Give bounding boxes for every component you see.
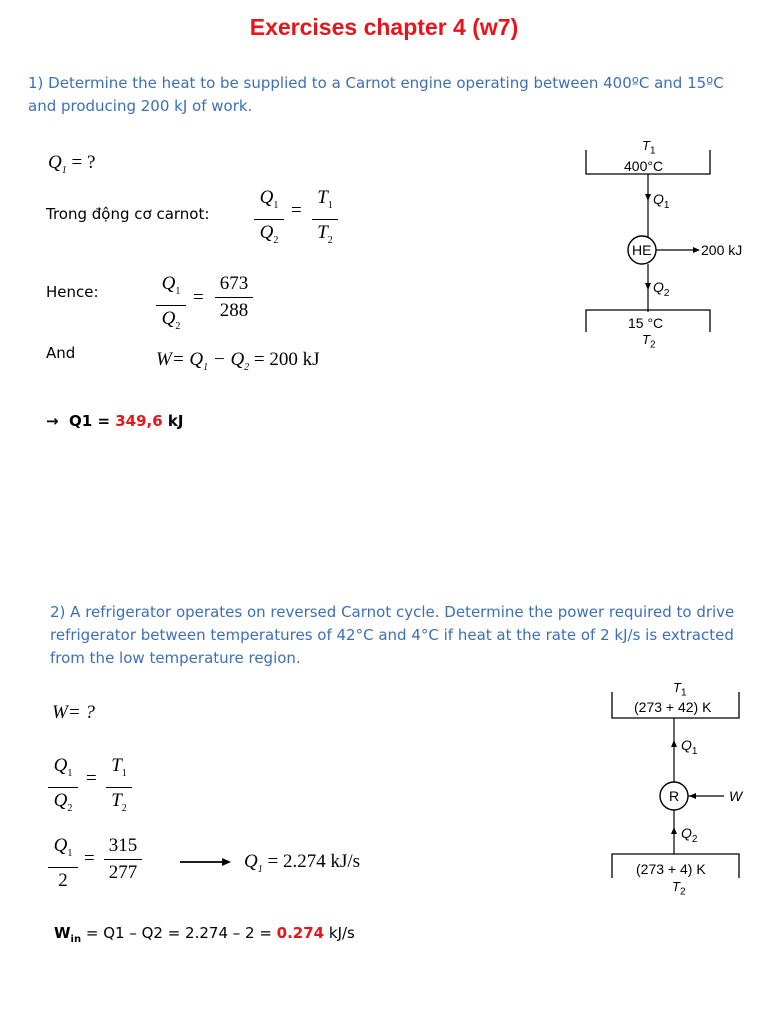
ex2-equals-1: = — [86, 768, 97, 789]
fridge-label: R — [669, 788, 680, 804]
ex1-q1-unknown: $Q_1$ = ? — [48, 152, 96, 176]
ex2-fraction-t1-t2: $T_1$ $T_2$ — [106, 754, 132, 821]
ex1-trong-label: Trong động cơ carnot: — [46, 205, 210, 223]
fridge-q2-label: $Q_2$ — [681, 825, 698, 845]
q1-label: $Q_1$ — [653, 191, 670, 211]
fridge-work-label: W — [729, 788, 743, 804]
ex2-fraction-q1-2: $Q_1$ 2 — [48, 834, 78, 893]
ex1-equals-2: = — [193, 287, 204, 308]
ex1-result: → Q1 = 349,6 kJ — [46, 412, 184, 430]
ex1-fraction-t1-t2: $T_1$ $T_2$ — [312, 186, 338, 253]
exercise-2-question: 2) A refrigerator operates on reversed Carnot cycle. Determine the power required to drive refrigerator between temperatures of 42°C and 4°C if heat at the rate of 2 kJ/s is extracted from the low temperature region. — [50, 603, 735, 667]
q2-arrow-head — [645, 283, 651, 290]
ex2-w-unknown: W= ? — [52, 702, 95, 723]
ex1-hence-label: Hence: — [46, 283, 99, 301]
fridge-hot-t1: $T_1$ — [673, 680, 687, 699]
exercise-1-question: 1) Determine the heat to be supplied to a Carnot engine operating between 400ºC and 15ºC and producing 200 kJ of work. — [28, 74, 724, 115]
work-arrow-head — [689, 793, 696, 799]
q1-arrow-head — [671, 740, 677, 747]
ex1-work-equation: $W= Q_1 - Q_2 = 200$ kJ — [156, 349, 320, 373]
hot-reservoir-t1: $T_1$ — [642, 138, 656, 157]
fridge-cold-t2: $T_2$ — [672, 879, 686, 898]
hot-reservoir-temp: 400°C — [624, 158, 664, 174]
ex1-fraction-q1-q2-b: $Q_1$ $Q_2$ — [156, 272, 186, 339]
ex2-result: $W_{in} = Q1 - Q2 = 2.274 - 2 = 0.274$ kJ/s — [54, 924, 355, 945]
ex2-fraction-315-277: 315 277 — [104, 834, 142, 885]
ex2-q1-result: $Q_1 = 2.274$ kJ/s — [244, 851, 361, 875]
cold-reservoir-temp: 15 °C — [628, 315, 664, 331]
work-arrow-head — [693, 247, 700, 253]
engine-label: HE — [632, 242, 652, 258]
long-arrow-icon — [180, 856, 232, 868]
q2-arrow-head — [671, 827, 677, 834]
fridge-q1-label: $Q_1$ — [681, 737, 698, 757]
cold-reservoir-t2: $T_2$ — [642, 332, 656, 351]
work-output-label: 200 kJ — [701, 242, 743, 258]
page-title: Exercises chapter 4 (w7) — [249, 14, 519, 40]
fridge-cold-temp: (273 + 4) K — [636, 861, 706, 877]
fridge-hot-temp: (273 + 42) K — [634, 699, 712, 715]
ex1-fraction-q1-q2: $Q_1$ $Q_2$ — [254, 186, 284, 253]
ex1-fraction-673-288: 673 288 — [215, 272, 253, 323]
q1-arrow-head — [645, 194, 651, 201]
ex2-equals-2: = — [84, 848, 95, 869]
ex1-equals-1: = — [291, 200, 302, 221]
ex2-fraction-q1-q2: $Q_1$ $Q_2$ — [48, 754, 78, 821]
ex1-and-label: And — [46, 344, 76, 362]
q2-label: $Q_2$ — [653, 279, 670, 299]
